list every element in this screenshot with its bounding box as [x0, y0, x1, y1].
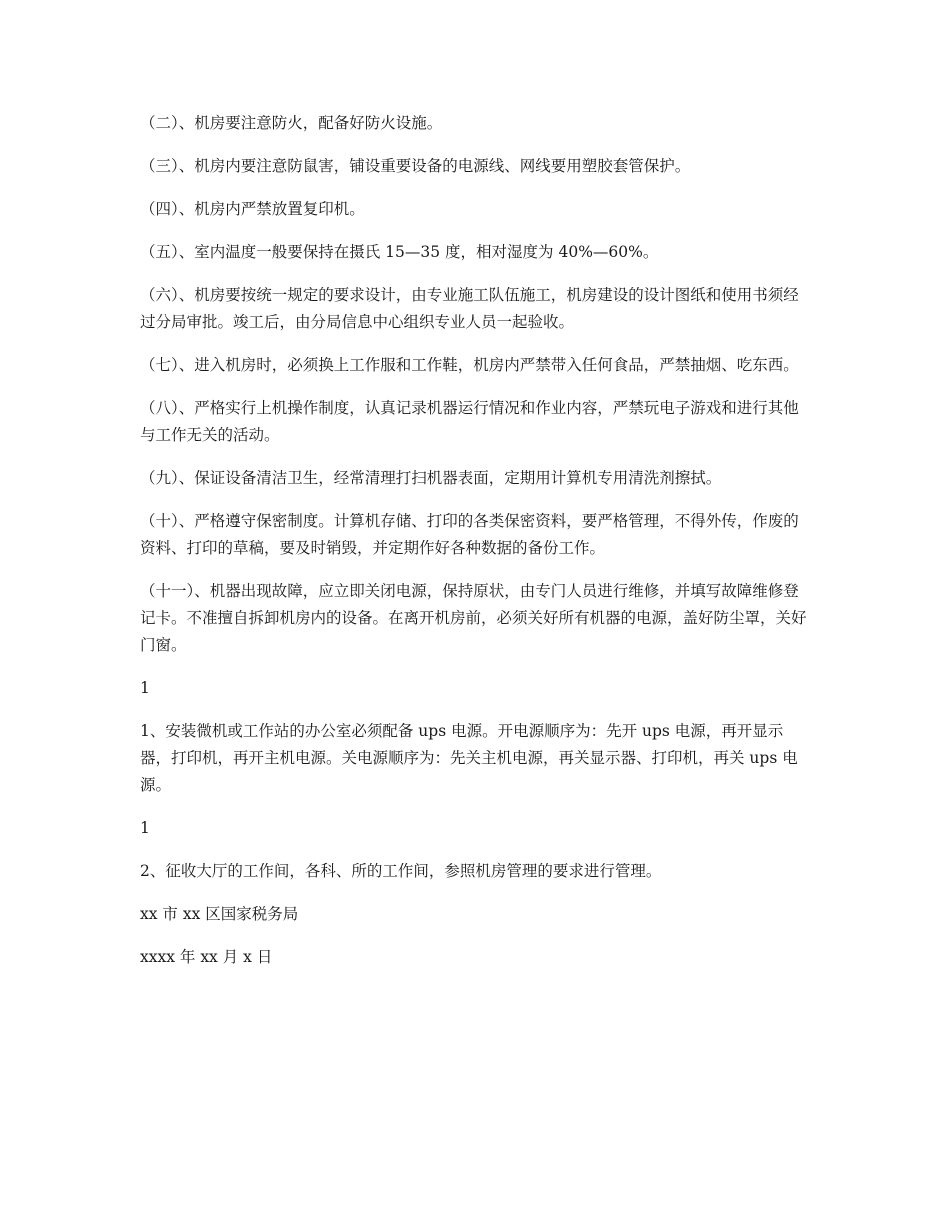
issuer-name: xx 市 xx 区国家税务局 [140, 905, 299, 923]
paragraph-confidentiality: （十）、严格遵守保密制度。计算机存储、打印的各类保密资料，要严格管理，不得外传，作废的资料、打印的草稿，要及时销毁，并定期作好各种数据的备份工作。 [140, 512, 799, 557]
paragraph-fire-prevention: （二）、机房要注意防火，配备好防火设施。 [140, 114, 443, 132]
document-page [140, 110, 812, 987]
paragraph-ups-power: 1、安装微机或工作站的办公室必须配备 ups 电源。开电源顺序为：先开 ups 电源，再开显示器，打印机，再开主机电源。关电源顺序为：先关主机电源，再关显示器、打印机，再关 ups 电源。 [140, 722, 798, 794]
paragraph-operation-rules: （八）、严格实行上机操作制度，认真记录机器运行情况和作业内容，严禁玩电子游戏和进行其他与工作无关的活动。 [140, 399, 799, 444]
paragraph-room-design: （六）、机房要按统一规定的要求设计，由专业施工队伍施工，机房建设的设计图纸和使用书须经过分局审批。竣工后，由分局信息中心组织专业人员一起验收。 [140, 286, 799, 331]
section-number: 1 [140, 819, 150, 837]
issue-date: xxxx 年 xx 月 x 日 [140, 948, 273, 966]
paragraph-temperature-humidity: （五）、室内温度一般要保持在摄氏 15—35 度，相对湿度为 40%—60%。 [140, 243, 659, 261]
paragraph-work-clothes: （七）、进入机房时，必须换上工作服和工作鞋，机房内严禁带入任何食品，严禁抽烟、吃东西。 [140, 356, 799, 374]
paragraph-hall-management: 2、征收大厅的工作间，各科、所的工作间，参照机房管理的要求进行管理。 [140, 862, 662, 880]
paragraph-no-copier: （四）、机房内严禁放置复印机。 [140, 200, 365, 218]
section-number: 1 [140, 679, 150, 697]
paragraph-rodent-prevention: （三）、机房内要注意防鼠害，铺设重要设备的电源线、网线要用塑胶套管保护。 [140, 157, 691, 175]
paragraph-fault-handling: （十一）、机器出现故障，应立即关闭电源，保持原状，由专门人员进行维修，并填写故障维修登记卡。不准擅自拆卸机房内的设备。在离开机房前，必须关好所有机器的电源，盖好防尘罩，关好门窗。 [140, 582, 807, 654]
paragraph-cleaning: （九）、保证设备清洁卫生，经常清理打扫机器表面，定期用计算机专用清洗剂擦拭。 [140, 469, 722, 487]
